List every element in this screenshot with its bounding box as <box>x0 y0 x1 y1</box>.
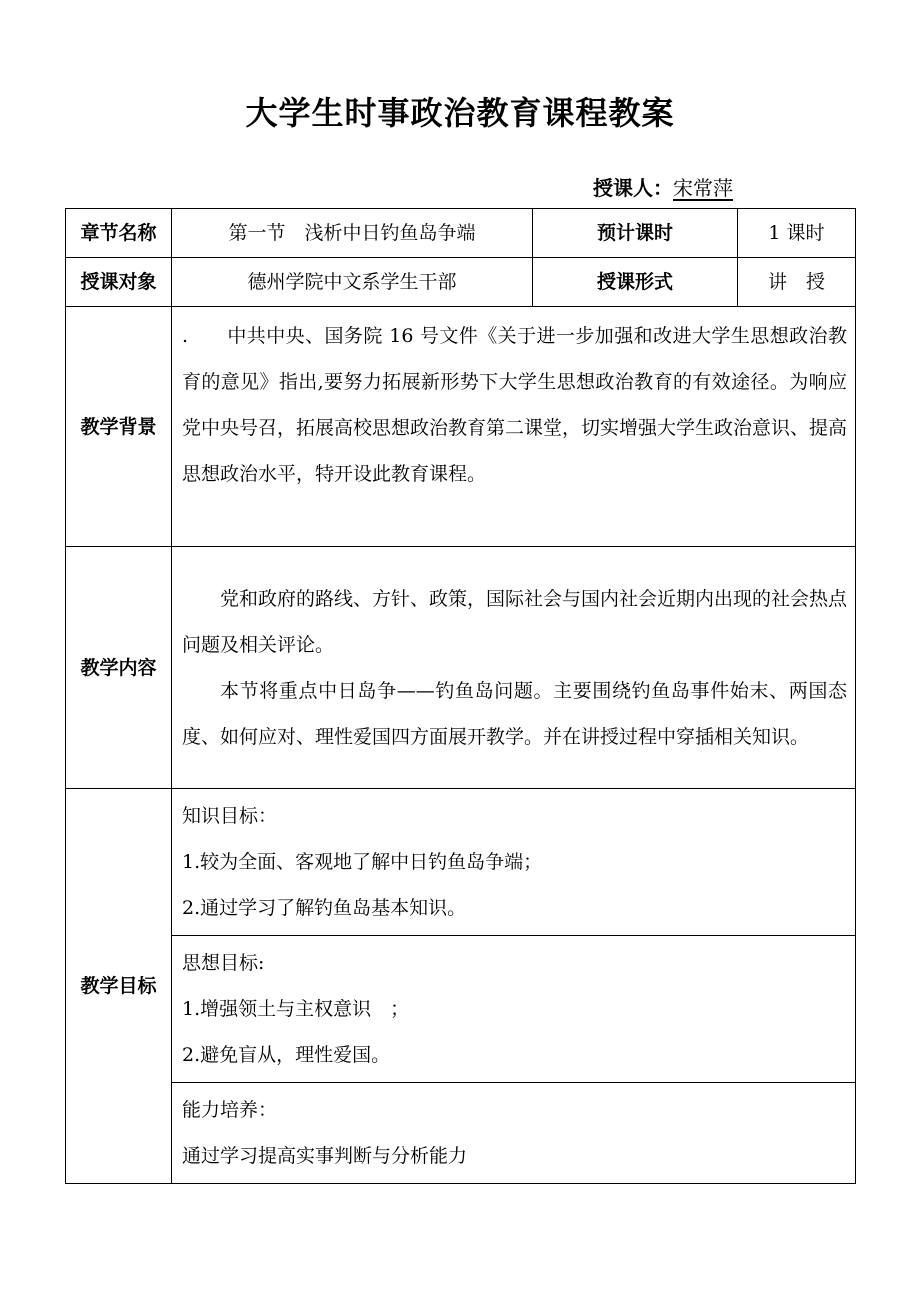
audience-value: 德州学院中文系学生干部 <box>172 258 533 307</box>
form-value: 讲 授 <box>738 258 856 307</box>
row-goal-knowledge <box>66 789 856 936</box>
form-label: 授课形式 <box>533 258 738 307</box>
row-audience <box>66 258 856 307</box>
row-goal-thought <box>66 936 856 1083</box>
knowledge-item-2: 2.通过学习了解钓鱼岛基本知识。 <box>182 897 467 919</box>
teacher-name: 宋常萍 <box>673 176 733 200</box>
page-title: 大学生时事政治教育课程教案 <box>245 94 675 132</box>
chapter-value: 第一节 浅析中日钓鱼岛争端 <box>172 209 533 258</box>
lesson-plan-table <box>65 208 856 1184</box>
hours-label: 预计课时 <box>533 209 738 258</box>
row-chapter <box>66 209 856 258</box>
teacher-label: 授课人： <box>593 176 673 200</box>
knowledge-cell <box>172 789 856 936</box>
content-cell <box>172 547 856 789</box>
thought-item-1: 1.增强领土与主权意识 ； <box>182 998 410 1020</box>
thought-cell <box>172 936 856 1083</box>
chapter-label: 章节名称 <box>66 209 172 258</box>
row-content <box>66 547 856 789</box>
background-text: . 中共中央、国务院 16 号文件《关于进一步加强和改进大学生思想政治教育的意见》指出,要努力拓展新形势下大学生思想政治教育的有效途径。为响应党中央号召，拓展高校思想政治教育第二课堂，切实增强大学生政治意识、提高思想政治水平，特开设此教育课程。 <box>182 325 848 485</box>
ability-cell <box>172 1083 856 1184</box>
knowledge-heading: 知识目标： <box>182 805 278 827</box>
background-cell <box>172 307 856 547</box>
content-paragraph-2: 本节将重点中日岛争——钓鱼岛问题。主要围绕钓鱼岛事件始末、两国态度、如何应对、理性爱国四方面展开教学。并在讲授过程中穿插相关知识。 <box>182 679 847 748</box>
thought-item-2: 2.避免盲从，理性爱国。 <box>182 1044 391 1066</box>
background-label: 教学背景 <box>66 307 172 547</box>
ability-heading: 能力培养： <box>182 1099 278 1121</box>
knowledge-item-1: 1.较为全面、客观地了解中日钓鱼岛争端； <box>182 851 543 873</box>
teacher-line <box>593 172 733 201</box>
content-paragraph-1: 党和政府的路线、方针、政策，国际社会与国内社会近期内出现的社会热点问题及相关评论。 <box>182 587 848 656</box>
content-label: 教学内容 <box>66 547 172 789</box>
audience-label: 授课对象 <box>66 258 172 307</box>
thought-heading: 思想目标: <box>182 952 265 974</box>
ability-item-1: 通过学习提高实事判断与分析能力 <box>182 1145 468 1167</box>
row-goal-ability <box>66 1083 856 1184</box>
hours-value: 1 课时 <box>738 209 856 258</box>
goals-label: 教学目标 <box>66 789 172 1184</box>
row-background <box>66 307 856 547</box>
